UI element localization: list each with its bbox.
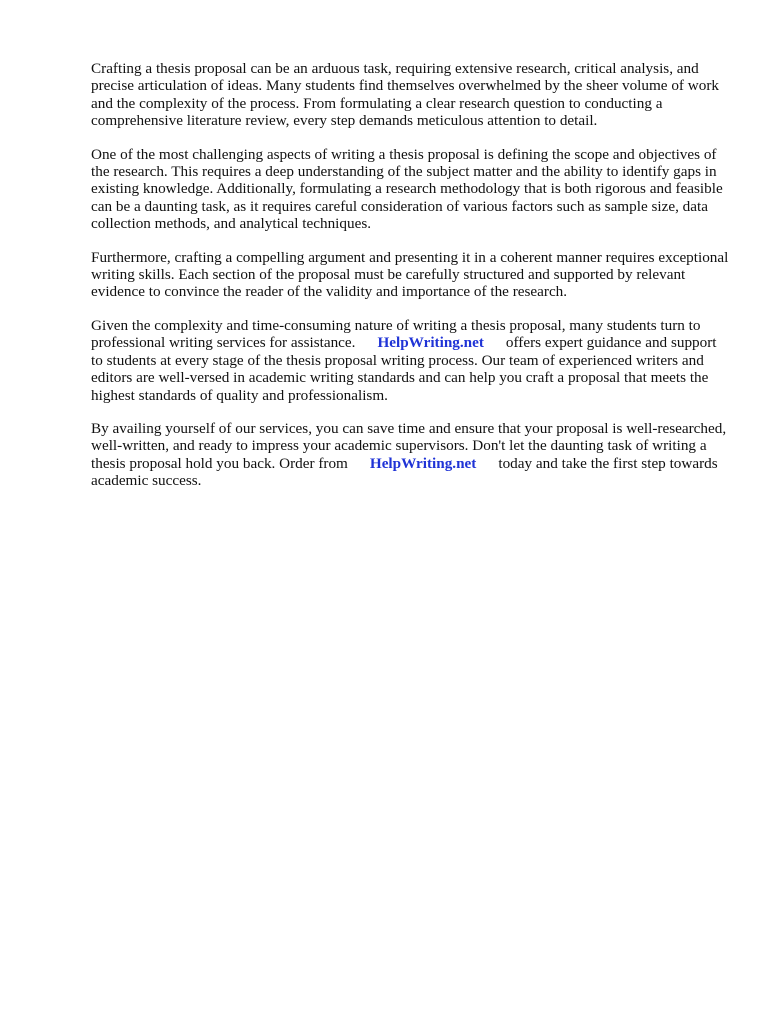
- paragraph-5-text-after: today and take the first step towards academic success.: [91, 454, 718, 490]
- paragraph-5-text-before: By availing yourself of our services, you can save time and ensure that your proposal is well-researched, well-written, and ready to impress your academic supervisors. Don't let the daunting task of writing a thesis proposal hold you back. Order from: [91, 419, 727, 472]
- paragraph-1: Crafting a thesis proposal can be an arduous task, requiring extensive research, critical analysis, and precise articulation of ideas. Many students find themselves overwhelmed by the sheer volume of work and the complexity of the process. From formulating a clear research question to conducting a comprehensive literature review, every step demands meticulous attention to detail.: [91, 60, 719, 130]
- paragraph-4-text-after: offers expert guidance and support to students at every stage of the thesis proposal writing process. Our team of experienced writers and editors are well-versed in academic writing standards and can help you craft a proposal that meets the highest standards of quality and professionalism.: [91, 334, 717, 404]
- document-body: [91, 60, 731, 506]
- paragraph-4: [91, 317, 731, 404]
- paragraph-5: [91, 420, 731, 490]
- helpwriting-link-1[interactable]: HelpWriting.net: [377, 334, 484, 352]
- paragraph-2: One of the most challenging aspects of writing a thesis proposal is defining the scope and objectives of the research. This requires a deep understanding of the subject matter and the ability to identify gaps in existing knowledge. Additionally, formulating a research methodology that is both rigorous and feasible can be a daunting task, as it requires careful consideration of various factors such as sample size, data collection methods, and analytical techniques.: [91, 145, 723, 233]
- paragraph-3: Furthermore, crafting a compelling argument and presenting it in a coherent manner requires exceptional writing skills. Each section of the proposal must be carefully structured and supported by relevant evidence to convince the reader of the validity and importance of the research.: [91, 248, 729, 301]
- helpwriting-link-2[interactable]: HelpWriting.net: [369, 454, 477, 472]
- paragraph-4-text-before: Given the complexity and time-consuming nature of writing a thesis proposal, many students turn to professional writing services for assistance.: [91, 316, 701, 352]
